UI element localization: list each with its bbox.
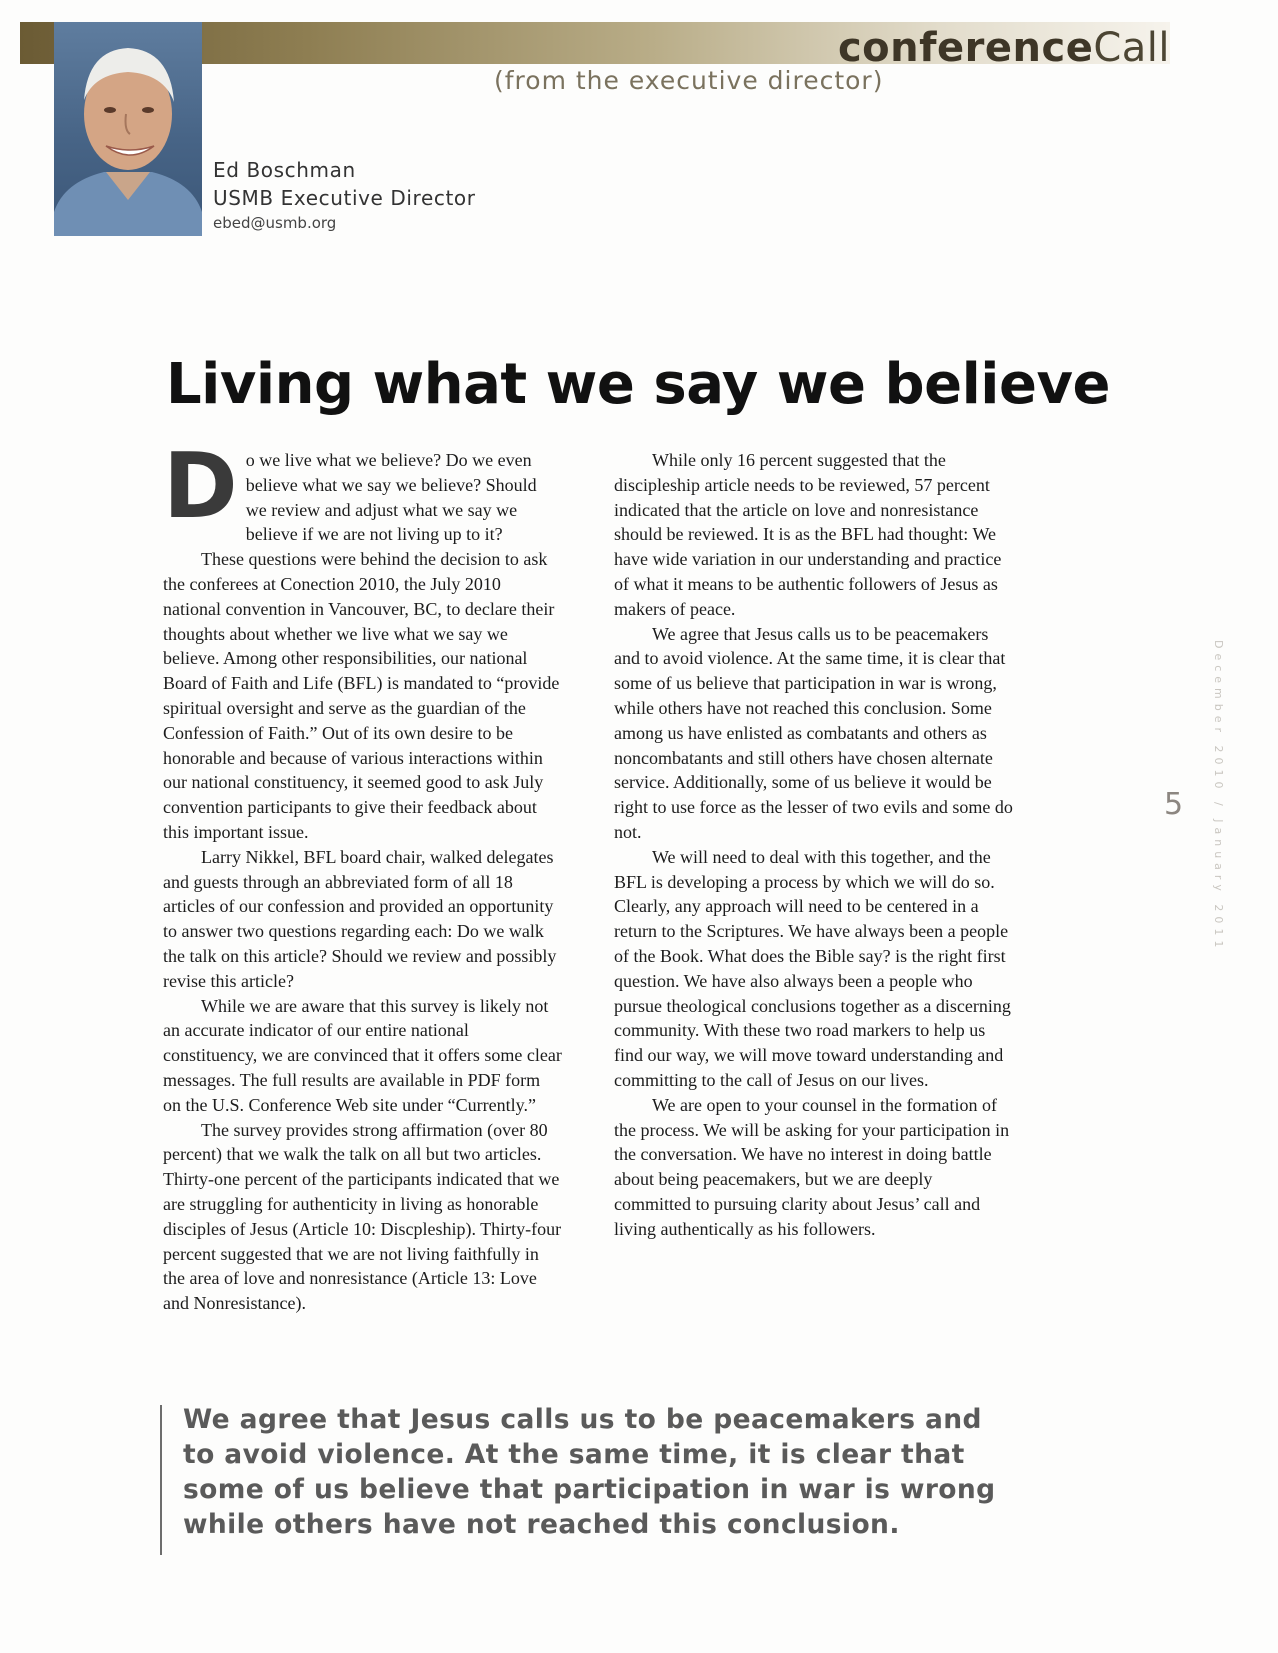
drop-cap: D [163, 434, 238, 539]
article-paragraph: We are open to your counsel in the formation of the process. We will be asking for your participation in the conversation. We have no interest in doing battle about being peacemakers, but we are deeply committed to pursuing clarity about Jesus’ call and living authentically as his followers. [614, 1094, 1010, 1239]
section-title-light: Call [1093, 25, 1170, 71]
issue-date-vertical: December 2010 / January 2011 [1212, 640, 1225, 953]
section-title [838, 24, 1170, 72]
article-paragraph: While only 16 percent suggested that the discipleship article needs to be reviewed, 57 percent indicated that the article on love and nonresistance should be reviewed. It is as the BFL had thought: We have wide variation in our understanding and practice of what it means to be authentic followers of Jesus as makers of peace. [614, 450, 1002, 619]
pull-quote: We agree that Jesus calls us to be peacemakers and to avoid violence. At the same time, it is clear that some of us believe that participation in war is wrong while others have not reached this conclusion. [183, 1404, 996, 1540]
article-paragraph: The survey provides strong affirmation (over 80 percent) that we walk the talk on all but two articles. Thirty-one percent of the participants indicated that we are struggling for authenticity in living as honorable disciples of Jesus (Article 10: Discpleship). Thirty-four percent suggested that we are not living faithfully in the area of love and nonresistance (Article 13: Love and Nonresistance). [163, 1119, 562, 1314]
article-headline: Living what we say we believe [166, 352, 1110, 417]
article-paragraph [163, 434, 562, 547]
author-role: USMB Executive Director [213, 186, 476, 210]
author-email: ebed@usmb.org [213, 214, 337, 232]
article-paragraph: We agree that Jesus calls us to be peacemakers and to avoid violence. At the same time, it is clear that some of us believe that participation in war is wrong, while others have not reached this conclusion. Some among us have enlisted as combatants and others as noncombatants and still others have chosen alternate service. Additionally, some of us believe it would be right to use force as the lesser of two evils and some do not. [614, 623, 1013, 842]
author-block [213, 156, 476, 234]
article-paragraph: These questions were behind the decision to ask the conferees at Conection 2010, the July 2010 national convention in Vancouver, BC, to declare their thoughts about whether we live what we say we believe. Among other responsibilities, our national Board of Faith and Life (BFL) is mandated to “provide spiritual oversight and serve as the guardian of the Confession of Faith.” Out of its own desire to be honorable and because of various interactions within our national constituency, it seemed good to ask July convention participants to give their feedback about this important issue. [163, 549, 560, 842]
page-number: 5 [1164, 787, 1184, 822]
section-title-bold: conference [837, 25, 1094, 71]
article-paragraph: We will need to deal with this together, and the BFL is developing a process by which we will do so. Clearly, any approach will need to be centered in a return to the Scriptures. We have always been a people of the Book. What does the Bible say? is the right first question. We have also always been a people who pursue theological conclusions together as a discerning community. With these two road markers to help us find our way, we will move toward understanding and committing to the call of Jesus on our lives. [614, 846, 1011, 1090]
author-portrait-icon [54, 22, 202, 236]
article-paragraph-text: o we live what we believe? Do we even believe what we say we believe? Should we review and adjust what we say we believe if we are not living up to it? [245, 450, 537, 545]
author-name: Ed Boschman [213, 158, 356, 182]
pullquote-rule [160, 1405, 162, 1555]
article-body [163, 434, 1013, 1338]
section-subtitle: (from the executive director) [494, 66, 884, 95]
article-paragraph: Larry Nikkel, BFL board chair, walked delegates and guests through an abbreviated form of all 18 articles of our confession and provided an opportunity to answer two questions regarding each: Do we walk the talk on this article? Should we review and possibly revise this article? [163, 846, 557, 991]
article-paragraph: While we are aware that this survey is likely not an accurate indicator of our entire national constituency, we are convinced that it offers some clear messages. The full results are available in PDF form on the U.S. Conference Web site under “Currently.” [163, 995, 562, 1115]
author-photo [54, 22, 202, 236]
